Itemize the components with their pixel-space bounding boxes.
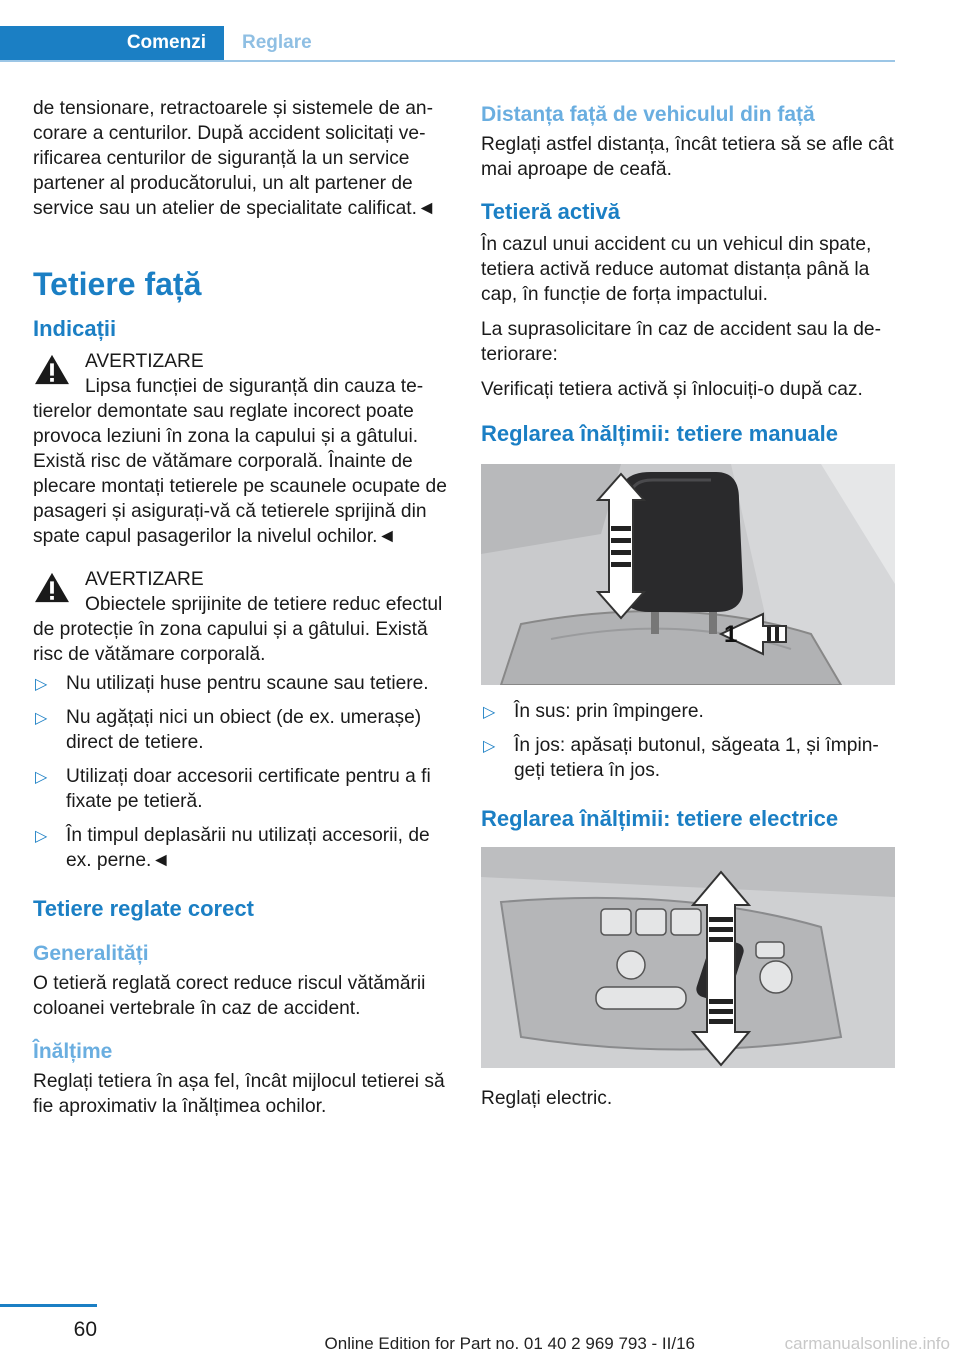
- tab-reglare[interactable]: Reglare: [242, 32, 312, 53]
- distanta-text: Reglați astfel distanța, încât tetiera să se afle cât mai aproape de ceafă.: [481, 134, 894, 180]
- activa-heading: Tetieră activă: [481, 199, 621, 224]
- manual-steps-list: [481, 699, 895, 783]
- seat-controls-illustration: [481, 847, 895, 1068]
- left-column: [33, 96, 447, 1129]
- figure-callout-1: 1: [724, 621, 738, 648]
- intro-paragraph: de tensionare, retractoarele și sistemele de ancorare a centurilor. După accident solicitați verificarea centurilor de siguranță la un service partener al producătorului, un alt partener de service sau un atelier de specialitate calificat.◄: [33, 98, 436, 219]
- corect-heading: Tetiere reglate corect: [33, 896, 254, 921]
- headrest-manual-illustration: [481, 464, 895, 685]
- tab-comenzi[interactable]: Comenzi: [0, 26, 224, 60]
- list-item: ▷ Nu agățați nici un obiect (de ex. umerașe) direct de tetiere.: [35, 707, 422, 753]
- triangle-bullet-icon: ▷: [483, 704, 496, 721]
- warning-title: AVERTIZARE: [85, 351, 204, 372]
- triangle-bullet-icon: ▷: [35, 769, 48, 786]
- warning-block-1: [33, 349, 447, 374]
- triangle-bullet-icon: ▷: [35, 828, 48, 845]
- warning-block-2: [33, 567, 447, 592]
- list-item: ▷ În jos: apăsați butonul, săgeata 1, și împingeți tetiera în jos.: [483, 735, 879, 781]
- triangle-bullet-icon: ▷: [35, 676, 48, 693]
- activa-text-1: În cazul unui accident cu un vehicul din spate, tetiera activă reduce automat distanța până la cap, în funcție de forța impactului.: [481, 234, 872, 305]
- activa-text-3: Verificați tetiera activă și înlocuiți-o după caz.: [481, 379, 863, 400]
- section-title: Tetiere față: [33, 266, 202, 302]
- edition-note: Online Edition for Part no. 01 40 2 969 793 - II/16: [324, 1334, 695, 1353]
- footer-rule: [0, 1304, 97, 1307]
- watermark: carmanualsonline.info: [784, 1334, 950, 1353]
- warning-triangle-icon: [33, 571, 71, 604]
- right-column: [481, 96, 895, 1121]
- inaltime-heading: Înălțime: [33, 1040, 113, 1063]
- generalitati-heading: Generalități: [33, 942, 149, 965]
- electrice-text: Reglați electric.: [481, 1088, 613, 1109]
- list-item: ▷ În sus: prin împingere.: [481, 699, 895, 724]
- indicatii-heading: Indicații: [33, 316, 117, 341]
- headrest-manual-figure: [481, 464, 895, 685]
- inaltime-text: Reglați tetiera în așa fel, încât mijlocul tetierei să fie aproximativ la înălțimea ochilor.: [33, 1071, 445, 1117]
- warning-title: AVERTIZARE: [85, 569, 204, 590]
- activa-text-2: La suprasolicitare în caz de accident sau la deteriorare:: [481, 319, 881, 365]
- tab-bar: [0, 26, 895, 62]
- distanta-heading: Distanța față de vehiculul din față: [481, 103, 815, 126]
- warning-text-2: Obiectele sprijinite de tetiere reduc efectul de protecție în zona capului și a gâtului. Există risc de vătămare corporală.: [33, 594, 443, 665]
- page-number: 60: [73, 1318, 97, 1341]
- tab-underline: [0, 60, 895, 62]
- electrice-heading: Reglarea înălțimii: tetiere electrice: [481, 806, 839, 831]
- list-item: ▷ Nu utilizați huse pentru scaune sau tetiere.: [33, 671, 447, 696]
- headrest-electric-figure: [481, 847, 895, 1068]
- warning-triangle-icon: [33, 353, 71, 386]
- manuale-heading: Reglarea înălțimii: tetiere manuale: [481, 421, 839, 446]
- triangle-bullet-icon: ▷: [483, 738, 496, 755]
- generalitati-text: O tetieră reglată corect reduce riscul vătămării coloanei vertebrale în caz de accident.: [33, 973, 426, 1019]
- precautions-list: [33, 671, 447, 873]
- warning-text-1: Lipsa funcției de siguranță din cauza tetierelor demontate sau reglate incorect poate provoca leziuni în zona la capului și a gâtului. Există risc de vătămare corporală. Înainte de plecare montați tetierele pe scaunele ocupate de pasageri și asigurați-vă că tetierele sprijină din spate capul pasagerilor la nivelul ochilor.◄: [33, 376, 447, 547]
- list-item: ▷ Utilizați doar accesorii certificate pentru a fi fixate pe tetieră.: [35, 766, 431, 812]
- list-item: ▷ În timpul deplasării nu utilizați accesorii, de ex. perne.◄: [35, 825, 430, 871]
- triangle-bullet-icon: ▷: [35, 710, 48, 727]
